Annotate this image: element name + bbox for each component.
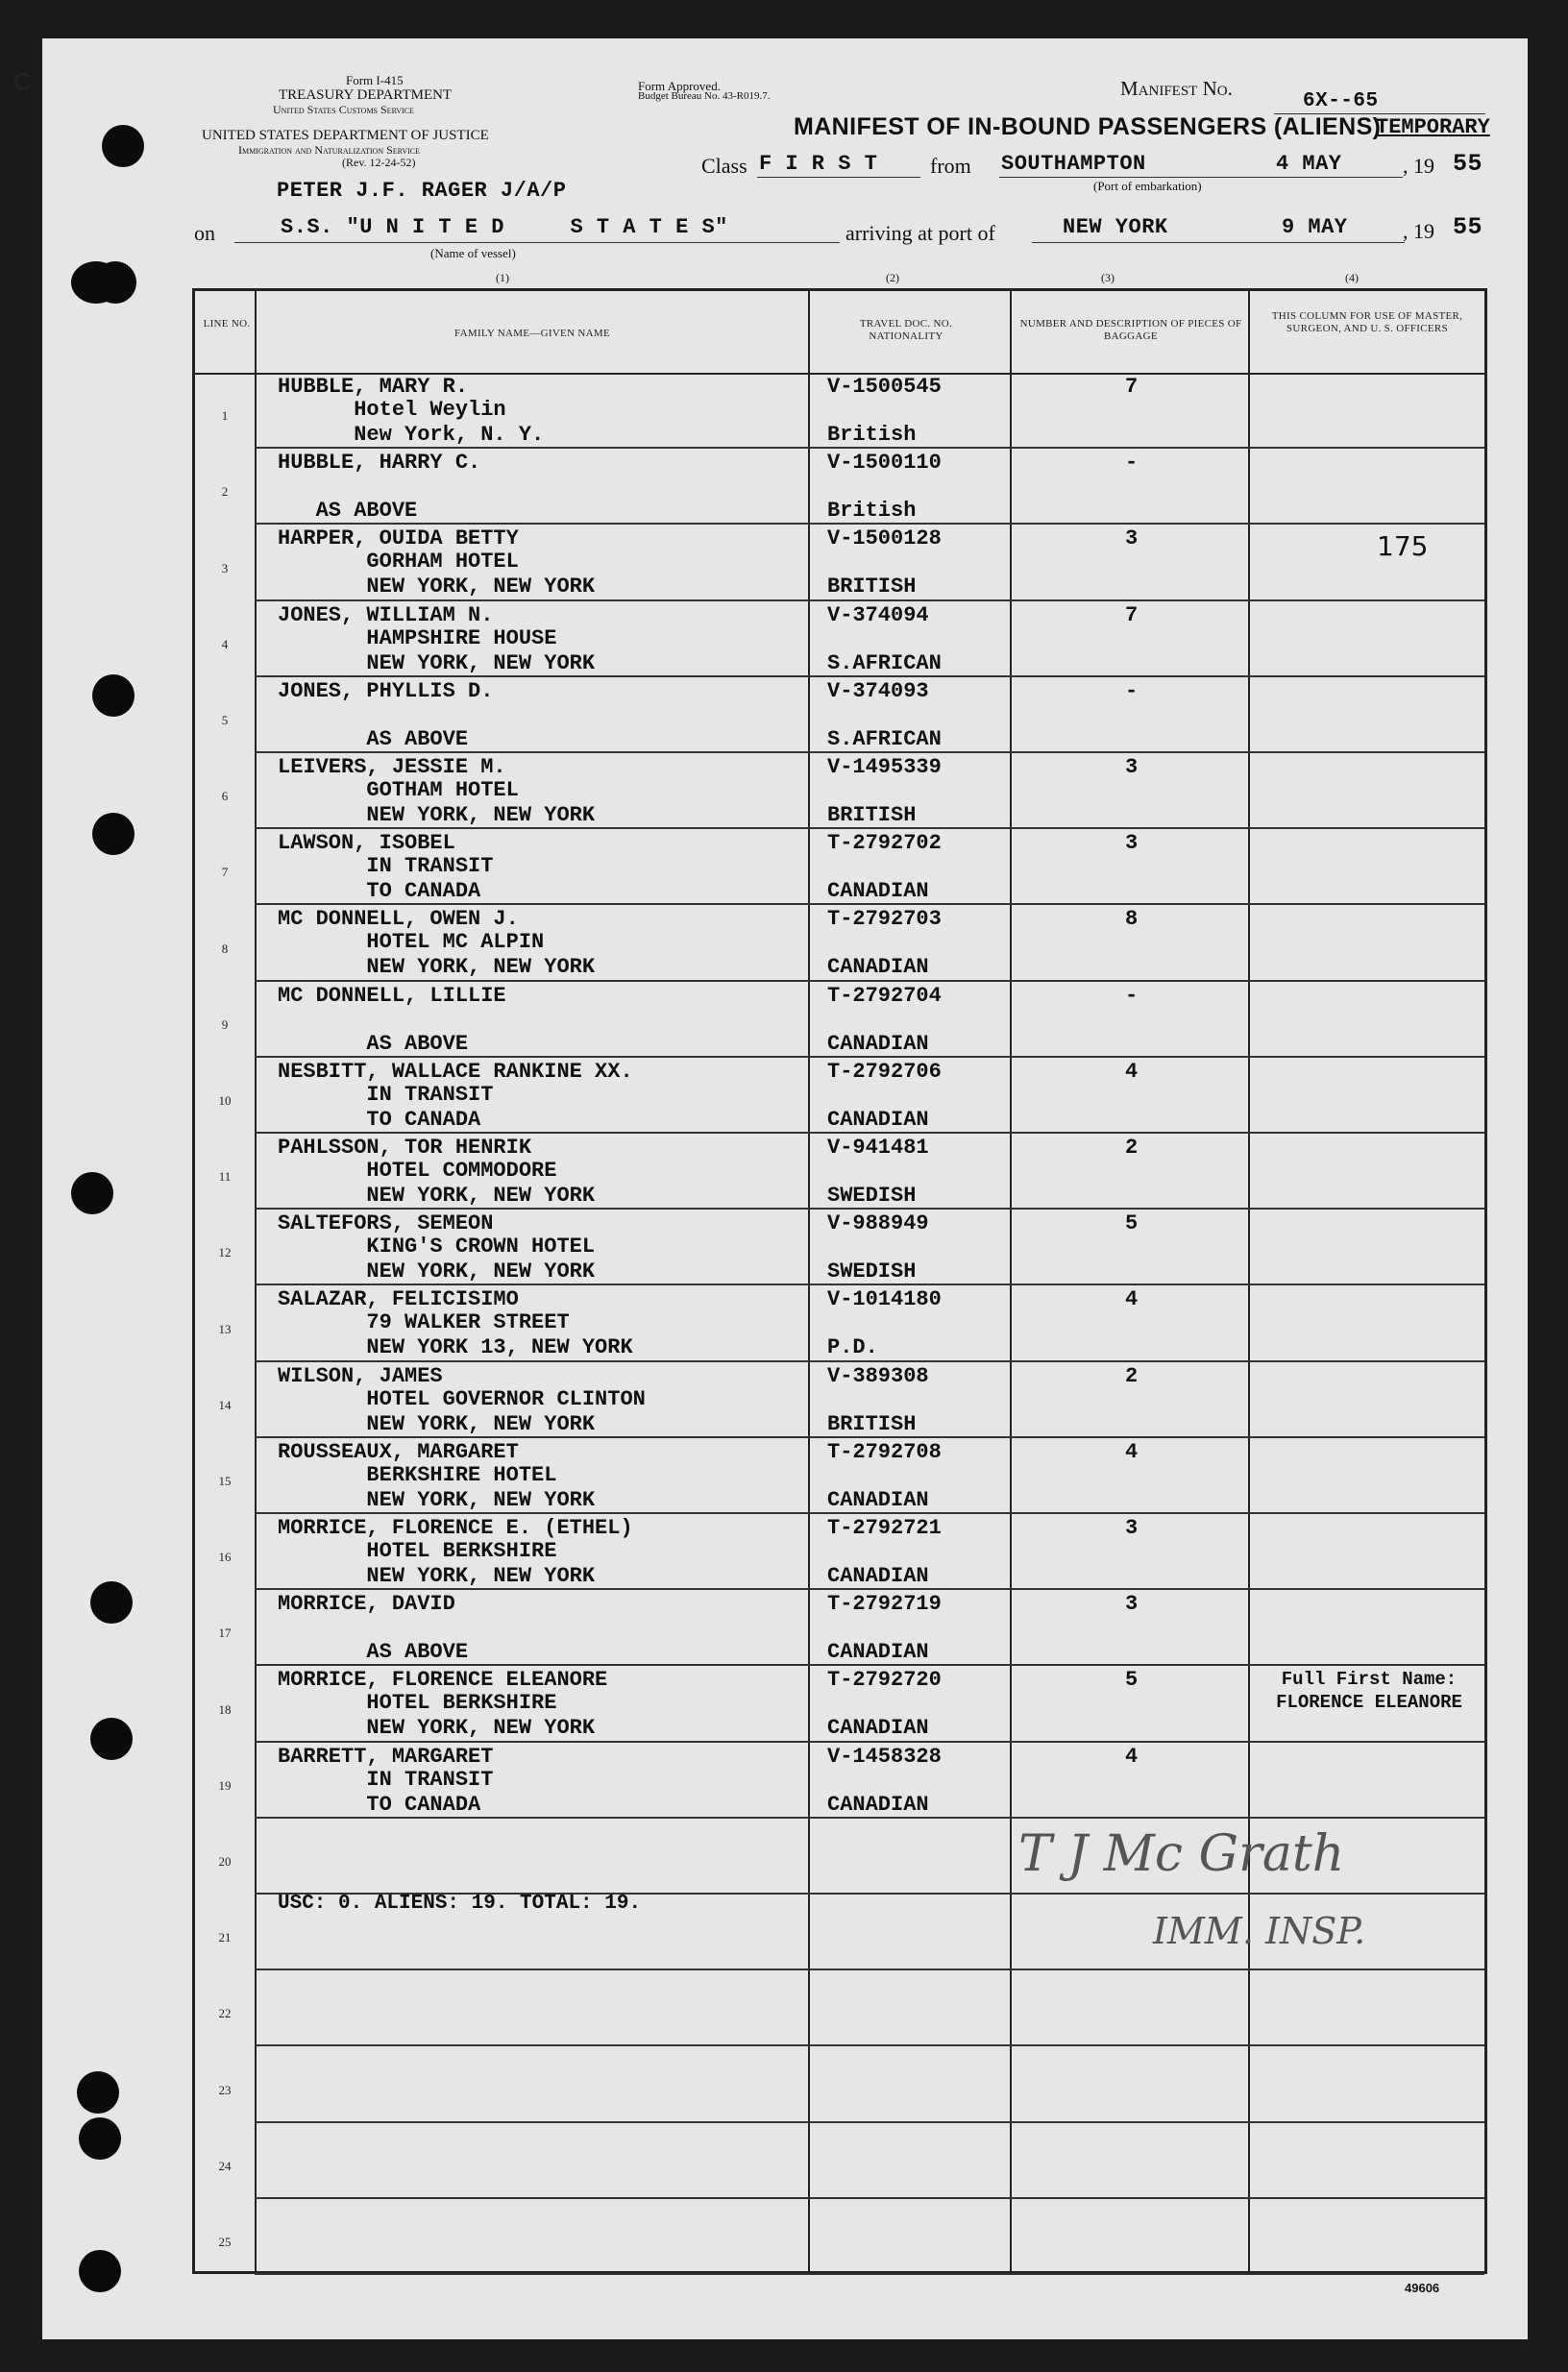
form-approved: Form Approved.	[638, 79, 721, 93]
manifest-no: 6X--65	[1303, 90, 1379, 112]
arrival-port: NEW YORK	[1063, 215, 1168, 239]
class-label: Class	[701, 154, 747, 178]
passenger-city: NEW YORK, NEW YORK	[278, 803, 596, 827]
header-officers: THIS COLUMN FOR USE OF MASTER, SURGEON, AND U. S. OFFICERS	[1271, 310, 1463, 334]
passenger-city: NEW YORK, NEW YORK	[278, 1259, 596, 1284]
passenger-name: LAWSON, ISOBEL	[278, 831, 455, 856]
line-number: 17	[218, 1626, 232, 1641]
passenger-city: NEW YORK, NEW YORK	[278, 1487, 596, 1512]
passenger-name: MORRICE, FLORENCE E. (ETHEL)	[278, 1516, 633, 1540]
table-row	[195, 1743, 1484, 1819]
passenger-city: AS ABOVE	[278, 1031, 469, 1056]
manifest-no-label: Manifest No.	[1120, 77, 1233, 100]
summary-line: USC: 0. ALIENS: 19. TOTAL: 19.	[278, 1893, 642, 1915]
inspector-title: IMM. INSP.	[1153, 1910, 1366, 1952]
from-label: from	[930, 154, 971, 178]
passenger-address: HOTEL MC ALPIN	[278, 930, 545, 955]
baggage-count: 3	[1125, 1592, 1139, 1617]
passenger-name: BARRETT, MARGARET	[278, 1744, 494, 1769]
line-number: 12	[218, 1245, 232, 1260]
col-num-3: (3)	[1101, 271, 1115, 284]
passenger-city: New York, N. Y.	[278, 423, 545, 447]
travel-doc-no: V-1500110	[827, 451, 942, 476]
passenger-name: LEIVERS, JESSIE M.	[278, 755, 506, 779]
ship-master: PETER J.F. RAGER J/A/P	[277, 179, 567, 203]
binder-hole	[92, 813, 135, 855]
table-row	[195, 1590, 1484, 1666]
table-row	[195, 449, 1484, 525]
travel-doc-no: V-374093	[827, 678, 929, 703]
vessel-caption: (Name of vessel)	[430, 246, 516, 260]
table-row	[195, 905, 1484, 981]
arrival-underline	[1032, 242, 1405, 243]
passenger-city: TO CANADA	[278, 879, 481, 904]
binder-hole	[79, 2250, 121, 2292]
port-underline	[999, 177, 1403, 178]
baggage-count: 5	[1125, 1211, 1139, 1236]
travel-doc-no: T-2792702	[827, 831, 942, 856]
corner-mark: C	[13, 67, 32, 96]
treasury-dept: TREASURY DEPARTMENT	[279, 87, 453, 103]
nationality: British	[827, 423, 917, 447]
table-row	[195, 1134, 1484, 1210]
passenger-city: AS ABOVE	[278, 726, 469, 751]
line-number: 8	[221, 941, 229, 956]
baggage-count: 7	[1125, 375, 1139, 399]
travel-doc-no: T-2792703	[827, 907, 942, 932]
line-number: 1	[221, 408, 229, 424]
line-number: 15	[218, 1473, 232, 1488]
table-row	[195, 753, 1484, 829]
line-number: 7	[221, 865, 229, 880]
binder-hole	[90, 1718, 133, 1760]
line-number: 2	[221, 484, 229, 500]
line-number: 23	[218, 2082, 232, 2097]
passenger-name: ROUSSEAUX, MARGARET	[278, 1439, 519, 1464]
passenger-name: MORRICE, FLORENCE ELEANORE	[278, 1668, 608, 1693]
travel-doc-no: T-2792706	[827, 1059, 942, 1084]
nationality: BRITISH	[827, 803, 917, 827]
class-underline	[757, 177, 920, 178]
binder-hole	[92, 674, 135, 717]
nationality: CANADIAN	[827, 1640, 929, 1665]
baggage-count: 4	[1125, 1439, 1139, 1464]
baggage-count: -	[1125, 983, 1139, 1008]
passenger-city: NEW YORK, NEW YORK	[278, 650, 596, 675]
header-travel-doc: TRAVEL DOC. NO. NATIONALITY	[859, 318, 953, 342]
passenger-address: GORHAM HOTEL	[278, 550, 519, 575]
col-num-4: (4)	[1345, 271, 1359, 284]
table-row	[195, 829, 1484, 905]
nationality: CANADIAN	[827, 955, 929, 980]
table-row	[195, 1666, 1484, 1742]
year-prefix: , 19	[1403, 154, 1434, 178]
customs-service: United States Customs Service	[273, 103, 414, 116]
on-label: on	[194, 221, 215, 245]
table-row	[195, 1362, 1484, 1438]
budget-bureau: Budget Bureau No. 43-R019.7.	[638, 90, 771, 102]
passenger-address: HOTEL GOVERNOR CLINTON	[278, 1386, 646, 1411]
baggage-count: -	[1125, 678, 1139, 703]
binder-hole	[94, 261, 136, 304]
passenger-name: HARPER, OUIDA BETTY	[278, 526, 519, 551]
travel-doc-no: V-988949	[827, 1211, 929, 1236]
travel-doc-no: V-941481	[827, 1136, 929, 1160]
table-row	[195, 1970, 1484, 2046]
travel-doc-no: V-1500128	[827, 526, 942, 551]
baggage-count: 3	[1125, 1516, 1139, 1540]
passenger-address: GOTHAM HOTEL	[278, 778, 519, 802]
baggage-count: 4	[1125, 1744, 1139, 1769]
baggage-count: 7	[1125, 602, 1139, 627]
travel-doc-no: V-1495339	[827, 755, 942, 779]
passenger-address: 79 WALKER STREET	[278, 1310, 570, 1335]
binder-hole	[71, 1172, 113, 1214]
nationality: S.AFRICAN	[827, 726, 942, 751]
passenger-address: HOTEL COMMODORE	[278, 1159, 557, 1183]
baggage-count: 3	[1125, 755, 1139, 779]
line-number: 16	[218, 1550, 232, 1565]
baggage-count: 4	[1125, 1287, 1139, 1312]
baggage-count: 8	[1125, 907, 1139, 932]
nationality: BRITISH	[827, 575, 917, 599]
nationality: S.AFRICAN	[827, 650, 942, 675]
arrival-date: 9 MAY	[1282, 215, 1348, 239]
passenger-city: NEW YORK, NEW YORK	[278, 575, 596, 599]
line-number: 10	[218, 1092, 232, 1108]
class-value: F I R S T	[759, 152, 878, 176]
travel-doc-no: T-2792719	[827, 1592, 942, 1617]
line-number: 22	[218, 2006, 232, 2021]
passenger-city: NEW YORK, NEW YORK	[278, 1716, 596, 1741]
line-number: 24	[218, 2158, 232, 2173]
passenger-name: PAHLSSON, TOR HENRIK	[278, 1136, 532, 1160]
passenger-name: JONES, WILLIAM N.	[278, 602, 494, 627]
passenger-address: IN TRANSIT	[278, 854, 494, 879]
baggage-count: 5	[1125, 1668, 1139, 1693]
passenger-city: AS ABOVE	[278, 1640, 469, 1665]
passenger-address: HOTEL BERKSHIRE	[278, 1539, 557, 1563]
depart-year: 55	[1453, 150, 1483, 178]
passenger-address: HAMPSHIRE HOUSE	[278, 625, 557, 650]
nationality: British	[827, 499, 917, 524]
table-row	[195, 2123, 1484, 2199]
table-row	[195, 1438, 1484, 1514]
line-number: 25	[218, 2234, 232, 2249]
line-number: 4	[221, 636, 229, 651]
officer-notes: 175	[1377, 530, 1429, 563]
passenger-address: IN TRANSIT	[278, 1082, 494, 1107]
table-row	[195, 373, 1484, 449]
line-number: 11	[218, 1169, 232, 1185]
header-line-no: LINE NO.	[203, 318, 251, 330]
officer-notes: Full First Name: FLORENCE ELEANORE	[1276, 1669, 1462, 1714]
depart-date: 4 MAY	[1276, 152, 1342, 176]
nationality: SWEDISH	[827, 1184, 917, 1208]
baggage-count: 3	[1125, 831, 1139, 856]
baggage-count: 2	[1125, 1136, 1139, 1160]
passenger-address: Hotel Weylin	[278, 398, 506, 422]
table-row	[195, 1285, 1484, 1361]
line-number: 13	[218, 1321, 232, 1336]
header-baggage: NUMBER AND DESCRIPTION OF PIECES OF BAGGAGE	[1019, 318, 1242, 342]
baggage-count: 2	[1125, 1363, 1139, 1388]
passenger-address: IN TRANSIT	[278, 1767, 494, 1792]
passenger-name: MORRICE, DAVID	[278, 1592, 455, 1617]
binder-hole	[102, 125, 144, 167]
vessel-name: S.S. "U N I T E D S T A T E S"	[281, 215, 728, 239]
col-num-2: (2)	[886, 271, 899, 284]
travel-doc-no: T-2792721	[827, 1516, 942, 1540]
header-name: FAMILY NAME—GIVEN NAME	[454, 328, 610, 339]
passenger-city: NEW YORK, NEW YORK	[278, 955, 596, 980]
travel-doc-no: T-2792708	[827, 1439, 942, 1464]
table-row	[195, 677, 1484, 753]
nationality: SWEDISH	[827, 1259, 917, 1284]
passenger-name: WILSON, JAMES	[278, 1363, 443, 1388]
manifest-title: MANIFEST OF IN-BOUND PASSENGERS (ALIENS)	[794, 113, 1382, 140]
passenger-city: NEW YORK, NEW YORK	[278, 1564, 596, 1588]
passenger-name: HUBBLE, MARY R.	[278, 375, 469, 399]
nationality: CANADIAN	[827, 879, 929, 904]
passenger-name: SALTEFORS, SEMEON	[278, 1211, 494, 1236]
passenger-name: HUBBLE, HARRY C.	[278, 451, 481, 476]
line-number: 5	[221, 712, 229, 727]
inspector-signature: T J Mc Grath	[1018, 1825, 1345, 1883]
travel-doc-no: T-2792704	[827, 983, 942, 1008]
passenger-city: NEW YORK, NEW YORK	[278, 1411, 596, 1436]
arrival-year: 55	[1453, 213, 1483, 241]
table-row	[195, 601, 1484, 677]
table-row	[195, 1514, 1484, 1590]
passenger-name: MC DONNELL, OWEN J.	[278, 907, 519, 932]
line-number: 21	[218, 1930, 232, 1945]
passenger-address: BERKSHIRE HOTEL	[278, 1462, 557, 1487]
passenger-name: MC DONNELL, LILLIE	[278, 983, 506, 1008]
line-number: 14	[218, 1397, 232, 1412]
line-number: 3	[221, 560, 229, 575]
line-number: 19	[218, 1777, 232, 1793]
line-number: 9	[221, 1016, 229, 1032]
binder-hole	[90, 1581, 133, 1624]
passenger-city: NEW YORK 13, NEW YORK	[278, 1335, 633, 1360]
line-number: 18	[218, 1701, 232, 1717]
binder-hole	[77, 2071, 119, 2114]
form-revision: (Rev. 12-24-52)	[342, 156, 416, 169]
travel-doc-no: V-1458328	[827, 1744, 942, 1769]
passenger-table	[192, 288, 1487, 2274]
arrival-year-prefix: , 19	[1403, 219, 1434, 243]
passenger-address: HOTEL BERKSHIRE	[278, 1691, 557, 1716]
travel-doc-no: V-389308	[827, 1363, 929, 1388]
travel-doc-no: V-1014180	[827, 1287, 942, 1312]
table-row	[195, 1058, 1484, 1134]
justice-dept: UNITED STATES DEPARTMENT OF JUSTICE	[202, 128, 489, 143]
ins-service: Immigration and Naturalization Service	[238, 143, 421, 157]
from-port: SOUTHAMPTON	[1001, 152, 1146, 176]
table-row	[195, 2046, 1484, 2122]
table-row	[195, 2199, 1484, 2275]
baggage-count: 3	[1125, 526, 1139, 551]
nationality: P.D.	[827, 1335, 878, 1360]
temporary-mark: TEMPORARY	[1376, 115, 1490, 139]
nationality: BRITISH	[827, 1411, 917, 1436]
arriving-label: arriving at port of	[845, 221, 995, 245]
nationality: CANADIAN	[827, 1487, 929, 1512]
passenger-name: SALAZAR, FELICISIMO	[278, 1287, 519, 1312]
line-number: 20	[218, 1853, 232, 1869]
baggage-count: 4	[1125, 1059, 1139, 1084]
nationality: CANADIAN	[827, 1564, 929, 1588]
passenger-address: KING'S CROWN HOTEL	[278, 1235, 596, 1259]
nationality: CANADIAN	[827, 1107, 929, 1132]
passenger-city: TO CANADA	[278, 1792, 481, 1817]
passenger-city: TO CANADA	[278, 1107, 481, 1132]
form-footer-number: 49606	[1405, 2281, 1440, 2295]
vessel-underline	[234, 242, 840, 243]
passenger-city: AS ABOVE	[278, 499, 418, 524]
nationality: CANADIAN	[827, 1716, 929, 1741]
travel-doc-no: V-374094	[827, 602, 929, 627]
table-row	[195, 1210, 1484, 1285]
table-row	[195, 982, 1484, 1058]
nationality: CANADIAN	[827, 1792, 929, 1817]
passenger-name: NESBITT, WALLACE RANKINE XX.	[278, 1059, 633, 1084]
passenger-name: JONES, PHYLLIS D.	[278, 678, 494, 703]
form-number: Form I-415	[346, 73, 404, 87]
travel-doc-no: V-1500545	[827, 375, 942, 399]
col-num-1: (1)	[496, 271, 509, 284]
baggage-count: -	[1125, 451, 1139, 476]
nationality: CANADIAN	[827, 1031, 929, 1056]
table-row	[195, 525, 1484, 600]
port-caption: (Port of embarkation)	[1093, 179, 1202, 193]
row-divider	[255, 2273, 1484, 2275]
binder-hole	[79, 2117, 121, 2160]
travel-doc-no: T-2792720	[827, 1668, 942, 1693]
line-number: 6	[221, 789, 229, 804]
passenger-city: NEW YORK, NEW YORK	[278, 1184, 596, 1208]
